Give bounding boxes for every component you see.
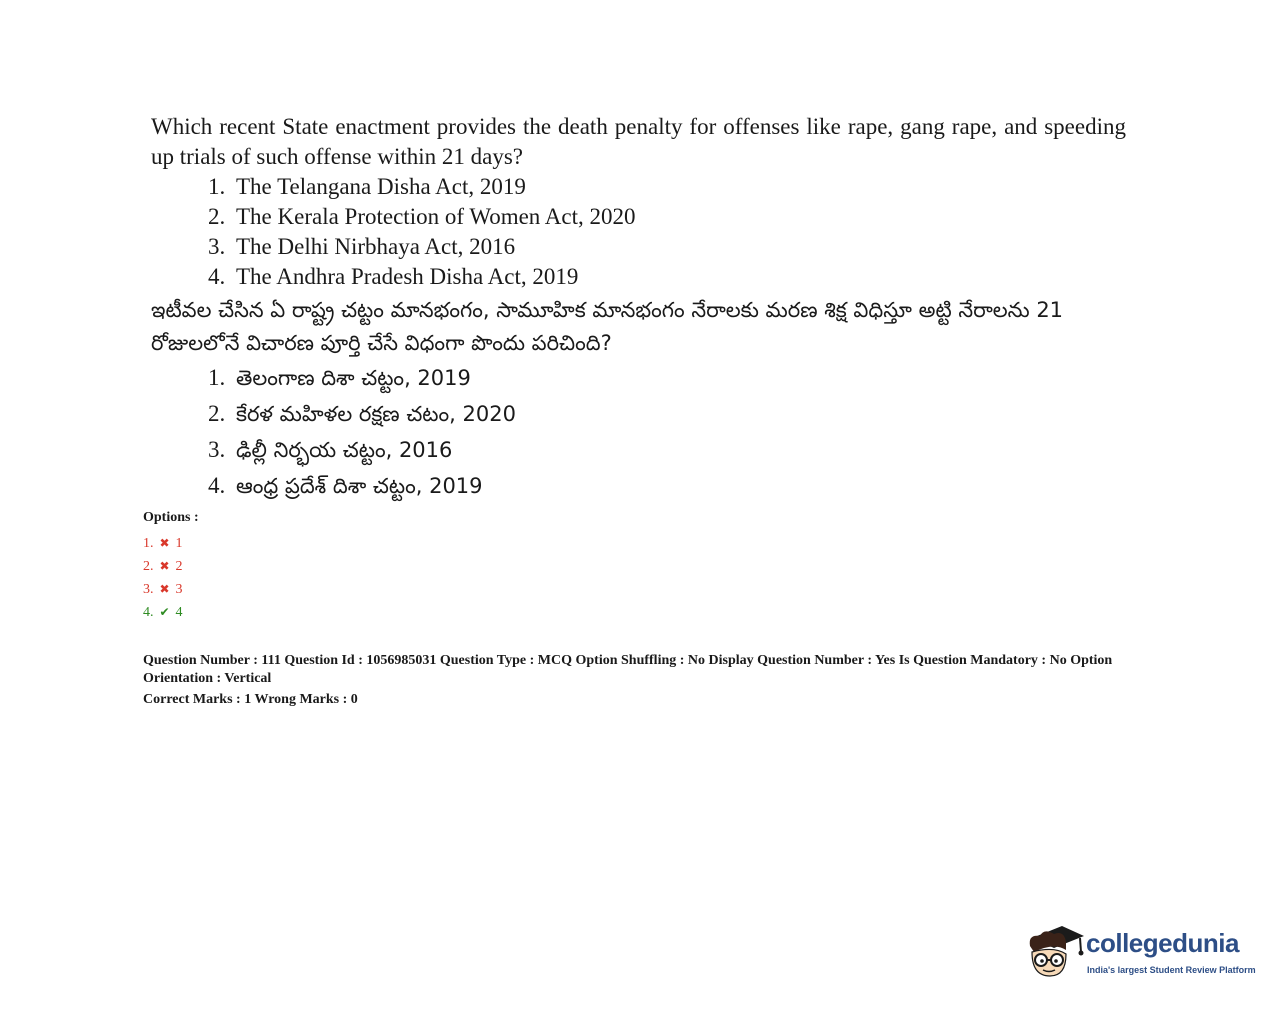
collegedunia-logo — [1024, 916, 1256, 986]
mascot-icon — [1024, 920, 1084, 980]
options-label: Options : — [143, 510, 199, 525]
marks-info: Correct Marks : 1 Wrong Marks : 0 — [143, 692, 358, 707]
logo-tagline: India's largest Student Review Platform — [1087, 965, 1256, 975]
question-block — [151, 112, 1126, 504]
question-metadata — [143, 652, 1153, 709]
cross-icon: ✖ — [159, 536, 170, 550]
option-number: 4. — [143, 605, 154, 620]
telugu-choice — [208, 468, 1126, 504]
cross-icon: ✖ — [159, 582, 170, 596]
option-number: 3. — [143, 582, 154, 597]
choice-number: 1. — [208, 174, 226, 199]
choice-number: 2. — [208, 401, 226, 426]
choice-number: 4. — [208, 264, 226, 289]
question-text-english: Which recent State enactment provides the death penalty for offenses like rape, gang rape, and speeding up trials of such offense within 21 days? — [151, 114, 1126, 169]
choice-number: 2. — [208, 204, 226, 229]
option-value: 4 — [175, 605, 183, 620]
choice-text: ఢిల్లీ నిర్భయ చట్టం, 2016 — [236, 438, 453, 462]
option-row — [143, 578, 199, 601]
english-choices — [151, 172, 1126, 292]
telugu-choice — [208, 360, 1126, 396]
choice-text: ఆంధ్ర ప్రదేశ్ దిశా చట్టం, 2019 — [236, 474, 483, 498]
option-value: 2 — [175, 559, 183, 574]
question-info: Question Number : 111 Question Id : 1056985031 Question Type : MCQ Option Shuffling : No Display Question Number : Yes Is Question Mandatory : No Option Orientation : Vertical — [143, 653, 1113, 686]
english-choice — [208, 232, 1126, 262]
question-text-telugu: ఇటీవల చేసిన ఏ రాష్ట్ర చట్టం మానభంగం, సామూహిక మానభంగం నేరాలకు మరణ శిక్ష విధిస్తూ అట్టి నేరాలను 21 రోజులలోనే విచారణ పూర్తి చేసే విధంగా పొందు పరిచింది? — [151, 298, 1064, 355]
telugu-choice — [208, 396, 1126, 432]
option-value: 3 — [175, 582, 183, 597]
telugu-choice — [208, 432, 1126, 468]
english-choice — [208, 172, 1126, 202]
cross-icon: ✖ — [159, 559, 170, 573]
logo-name: collegedunia — [1086, 928, 1239, 958]
option-row — [143, 555, 199, 578]
options-section — [143, 510, 199, 624]
choice-text: The Kerala Protection of Women Act, 2020 — [236, 204, 636, 229]
choice-number: 3. — [208, 234, 226, 259]
choice-text: The Delhi Nirbhaya Act, 2016 — [236, 234, 516, 259]
choice-text: The Andhra Pradesh Disha Act, 2019 — [236, 264, 579, 289]
option-value: 1 — [175, 536, 183, 551]
choice-text: The Telangana Disha Act, 2019 — [236, 174, 526, 199]
telugu-choices — [151, 360, 1126, 504]
choice-number: 3. — [208, 437, 226, 462]
choice-number: 4. — [208, 473, 226, 498]
check-icon: ✔ — [159, 605, 170, 619]
english-choice — [208, 202, 1126, 232]
choice-text: కేరళ మహిళల రక్షణ చటం, 2020 — [236, 402, 516, 426]
choice-text: తెలంగాణ దిశా చట్టం, 2019 — [236, 366, 471, 390]
english-choice — [208, 262, 1126, 292]
option-number: 2. — [143, 559, 154, 574]
choice-number: 1. — [208, 365, 226, 390]
option-row — [143, 532, 199, 555]
option-number: 1. — [143, 536, 154, 551]
option-row — [143, 601, 199, 624]
